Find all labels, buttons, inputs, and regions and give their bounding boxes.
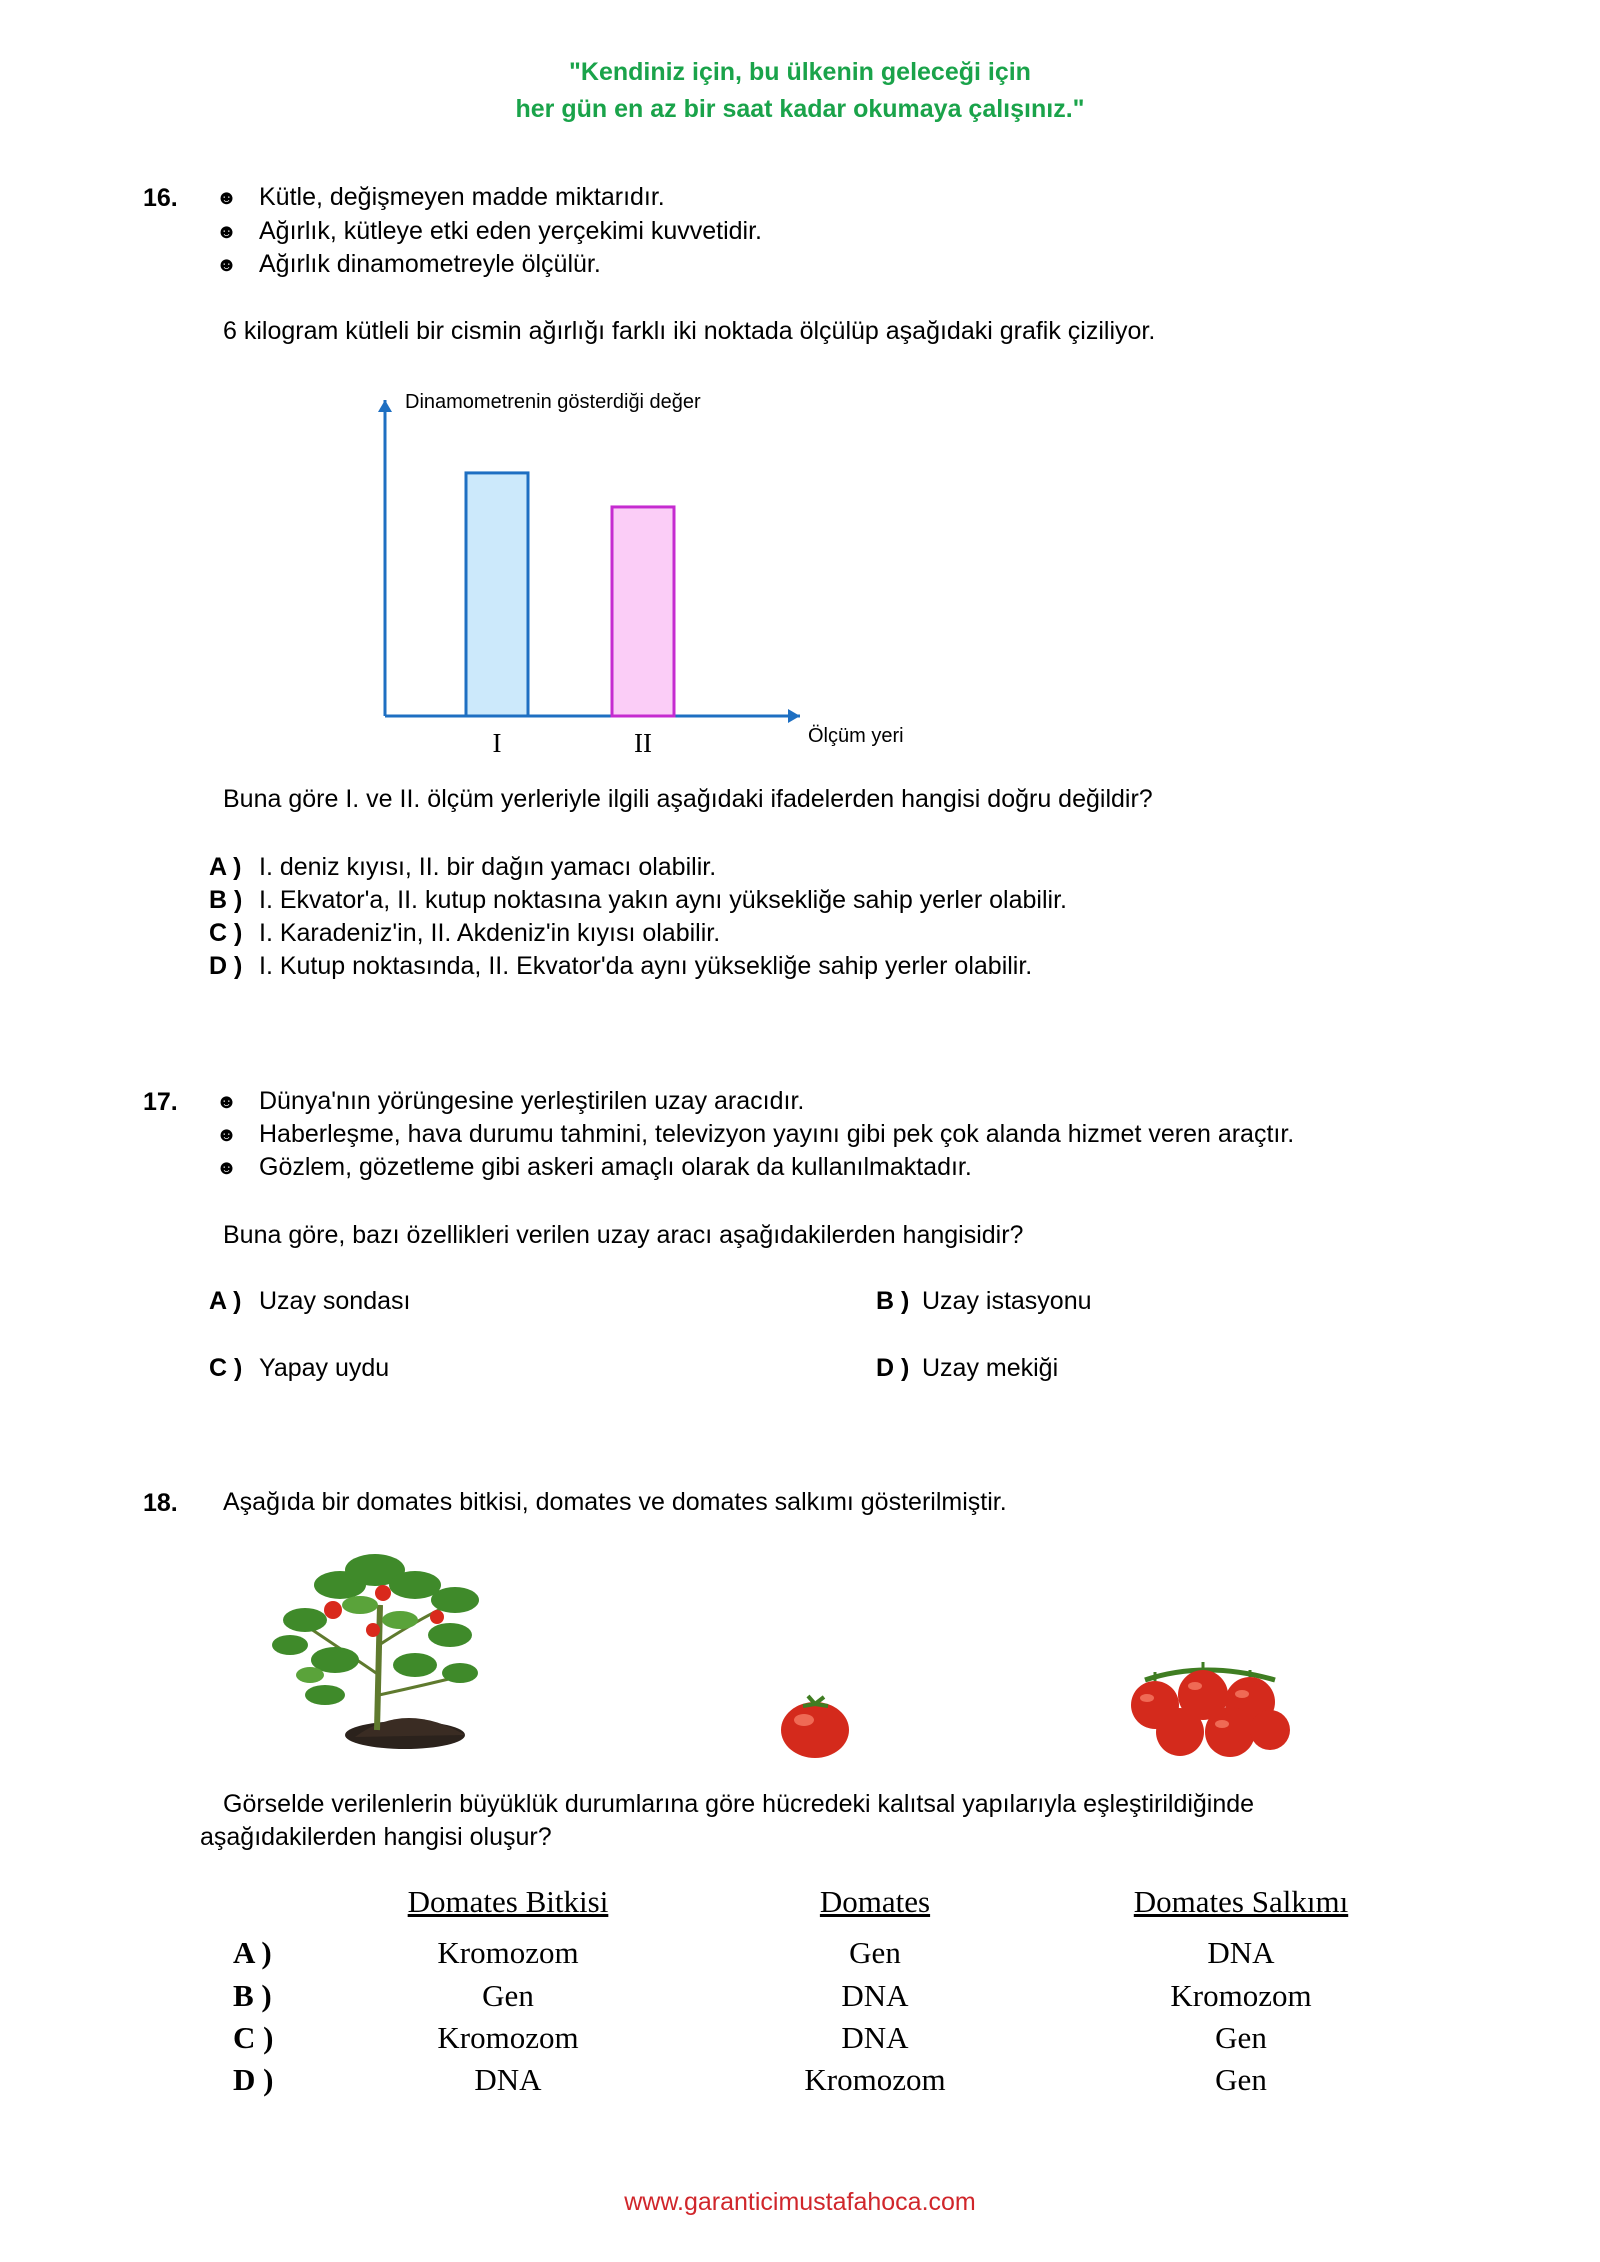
q16-option-b-label[interactable]: B ) xyxy=(209,886,243,914)
bullet-icon: ☻ xyxy=(216,221,238,243)
q18-option-d-label[interactable]: D ) xyxy=(233,2062,274,2097)
question-16-number: 16. xyxy=(143,184,178,212)
table-cell: Gen xyxy=(482,1978,534,2013)
table-cell: Gen xyxy=(1215,2062,1267,2097)
table-cell: Gen xyxy=(1215,2020,1267,2055)
table-cell: Kromozom xyxy=(437,1935,579,1970)
q16-option-a-label[interactable]: A ) xyxy=(209,853,242,881)
y-axis-arrow xyxy=(378,400,392,412)
q17-option-a-label[interactable]: A ) xyxy=(209,1287,242,1315)
q18-option-b-label[interactable]: B ) xyxy=(233,1978,272,2013)
q18-option-c-label[interactable]: C ) xyxy=(233,2020,274,2055)
q16-option-d-label[interactable]: D ) xyxy=(209,952,243,980)
table-cell: Kromozom xyxy=(437,2020,579,2055)
q17-bullet-1: Dünya'nın yörüngesine yerleştirilen uzay aracıdır. xyxy=(259,1087,805,1115)
header-quote-line1: "Kendiniz için, bu ülkenin geleceği için xyxy=(569,58,1031,86)
bullet-icon: ☻ xyxy=(216,1124,238,1146)
bullet-icon: ☻ xyxy=(216,1091,238,1113)
q16-bar-chart xyxy=(0,0,1600,760)
table-cell: Gen xyxy=(849,1935,901,1970)
q17-option-b-text[interactable]: Uzay istasyonu xyxy=(922,1287,1092,1315)
question-17-number: 17. xyxy=(143,1088,178,1116)
q16-option-d-text[interactable]: I. Kutup noktasında, II. Ekvator'da aynı yüksekliğe sahip yerler olabilir. xyxy=(259,952,1033,980)
q17-bullet-3: Gözlem, gözetleme gibi askeri amaçlı olarak da kullanılmaktadır. xyxy=(259,1153,972,1181)
q17-option-c-label[interactable]: C ) xyxy=(209,1354,243,1382)
q16-option-b-text[interactable]: I. Ekvator'a, II. kutup noktasına yakın aynı yüksekliğe sahip yerler olabilir. xyxy=(259,886,1067,914)
y-axis-label: Dinamometrenin gösterdiği değer xyxy=(405,391,701,413)
x-tick-label-ii: II xyxy=(634,728,652,758)
table-header-domates-salkimi: Domates Salkımı xyxy=(1133,1884,1349,1919)
q17-option-c-text[interactable]: Yapay uydu xyxy=(259,1354,390,1382)
bullet-icon: ☻ xyxy=(216,187,238,209)
bullet-icon: ☻ xyxy=(216,1157,238,1179)
question-18-number: 18. xyxy=(143,1489,178,1517)
tomato-plant-image xyxy=(265,1525,490,1755)
table-header-domates: Domates xyxy=(819,1884,931,1919)
q18-question-line1: Görselde verilenlerin büyüklük durumlarına göre hücredeki kalıtsal yapılarıyla eşleştirildiğinde xyxy=(223,1790,1255,1818)
bar-ii xyxy=(612,507,674,716)
q16-option-c-text[interactable]: I. Karadeniz'in, II. Akdeniz'in kıyısı olabilir. xyxy=(259,919,721,947)
q17-option-b-label[interactable]: B ) xyxy=(876,1287,910,1315)
table-header-domates-bitkisi: Domates Bitkisi xyxy=(407,1884,609,1919)
tomato-cluster-image xyxy=(1125,1650,1290,1760)
x-axis-label: Ölçüm yeri xyxy=(808,725,904,747)
q16-option-c-label[interactable]: C ) xyxy=(209,919,243,947)
q18-question-line2: aşağıdakilerden hangisi oluşur? xyxy=(200,1823,552,1851)
q17-option-d-text[interactable]: Uzay mekiği xyxy=(922,1354,1059,1382)
q17-question: Buna göre, bazı özellikleri verilen uzay aracı aşağıdakilerden hangisidir? xyxy=(223,1221,1024,1249)
x-tick-label-i: I xyxy=(492,728,502,758)
q16-bullet-1: Kütle, değişmeyen madde miktarıdır. xyxy=(259,183,665,211)
table-cell: DNA xyxy=(841,2020,909,2055)
q17-option-d-label[interactable]: D ) xyxy=(876,1354,910,1382)
q16-intro: 6 kilogram kütleli bir cismin ağırlığı farklı iki noktada ölçülüp aşağıdaki grafik çiziliyor. xyxy=(223,317,1156,345)
footer-website-link[interactable]: www.garanticimustafahoca.com xyxy=(624,2188,976,2216)
q16-bullet-2: Ağırlık, kütleye etki eden yerçekimi kuvvetidir. xyxy=(259,217,762,245)
table-cell: DNA xyxy=(474,2062,542,2097)
tomato-image xyxy=(778,1690,853,1760)
q17-option-a-text[interactable]: Uzay sondası xyxy=(259,1287,411,1315)
table-cell: DNA xyxy=(1207,1935,1275,1970)
bar-i xyxy=(466,473,528,716)
q16-bullet-3: Ağırlık dinamometreyle ölçülür. xyxy=(259,250,601,278)
table-cell: Kromozom xyxy=(1170,1978,1312,2013)
q16-option-a-text[interactable]: I. deniz kıyısı, II. bir dağın yamacı olabilir. xyxy=(259,853,717,881)
q16-question: Buna göre I. ve II. ölçüm yerleriyle ilgili aşağıdaki ifadelerden hangisi doğru değildir? xyxy=(223,785,1153,813)
table-cell: DNA xyxy=(841,1978,909,2013)
q18-intro: Aşağıda bir domates bitkisi, domates ve domates salkımı gösterilmiştir. xyxy=(223,1488,1007,1516)
x-axis-arrow xyxy=(788,709,800,723)
q18-option-a-label[interactable]: A ) xyxy=(233,1935,272,1970)
bullet-icon: ☻ xyxy=(216,254,238,276)
q17-bullet-2: Haberleşme, hava durumu tahmini, televizyon yayını gibi pek çok alanda hizmet veren araçtır. xyxy=(259,1120,1295,1148)
table-cell: Kromozom xyxy=(804,2062,946,2097)
header-quote-line2: her gün en az bir saat kadar okumaya çalışınız." xyxy=(515,95,1085,123)
